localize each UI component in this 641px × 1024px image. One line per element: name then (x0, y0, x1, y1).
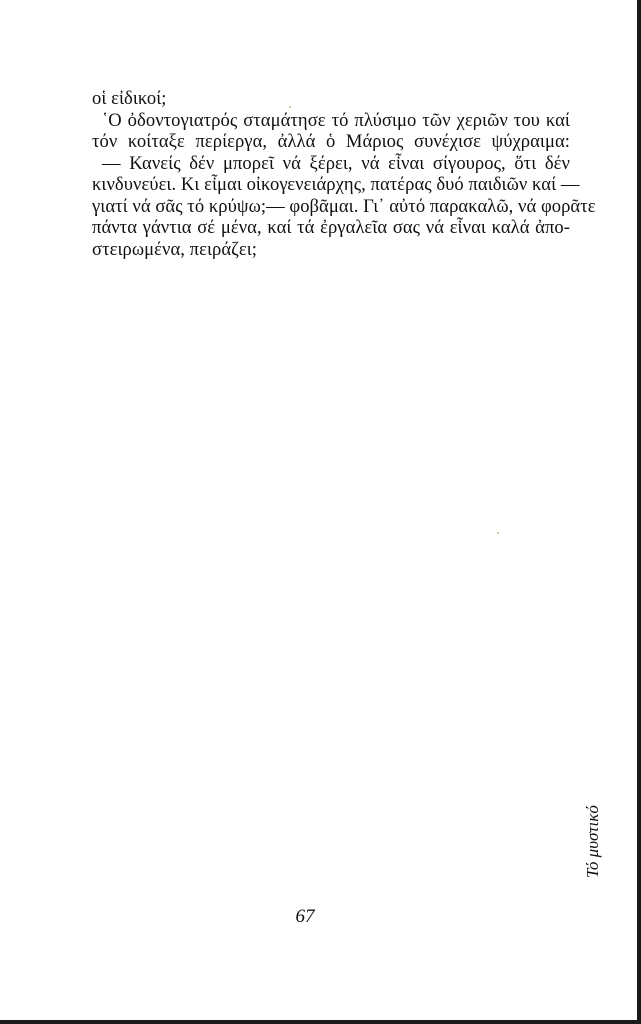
text-line: στειρωμένα, πειράζει; (92, 238, 257, 260)
paper-speck (497, 532, 499, 534)
text-line: πάντα γάντια σέ μένα, καί τά ἐργαλεῖα σας νά εἶναι καλά ἀπο- (92, 217, 570, 238)
text-line: τόν κοίταξε περίεργα, ἀλλά ὁ Μάριος συνέχισε ψύχραιμα: (92, 131, 570, 152)
text-line: οἱ εἰδικοί; (92, 88, 167, 109)
page-edge-right (637, 0, 641, 1024)
text-line: ῾Ο ὀδοντογιατρός σταμάτησε τό πλύσιμο τῶν χεριῶν του καί (102, 109, 570, 131)
running-title: Τό μυστικό (583, 805, 602, 878)
paper-speck (289, 106, 291, 108)
text-line: κινδυνεύει. Κι εἶμαι οἰκογενειάρχης, πατέρας δυό παιδιῶν καί — (92, 174, 580, 195)
body-text (92, 88, 596, 260)
page-edge-bottom (0, 1020, 641, 1024)
text-line: — Κανείς δέν μπορεῖ νά ξέρει, νά εἶναι σίγουρος, ὅτι δέν (102, 152, 570, 174)
page-number: 67 (295, 906, 315, 927)
text-line: γιατί νά σᾶς τό κρύψω;— φοβᾶμαι. Γι᾿ αὐτό παρακαλῶ, νά φορᾶτε (92, 195, 596, 217)
